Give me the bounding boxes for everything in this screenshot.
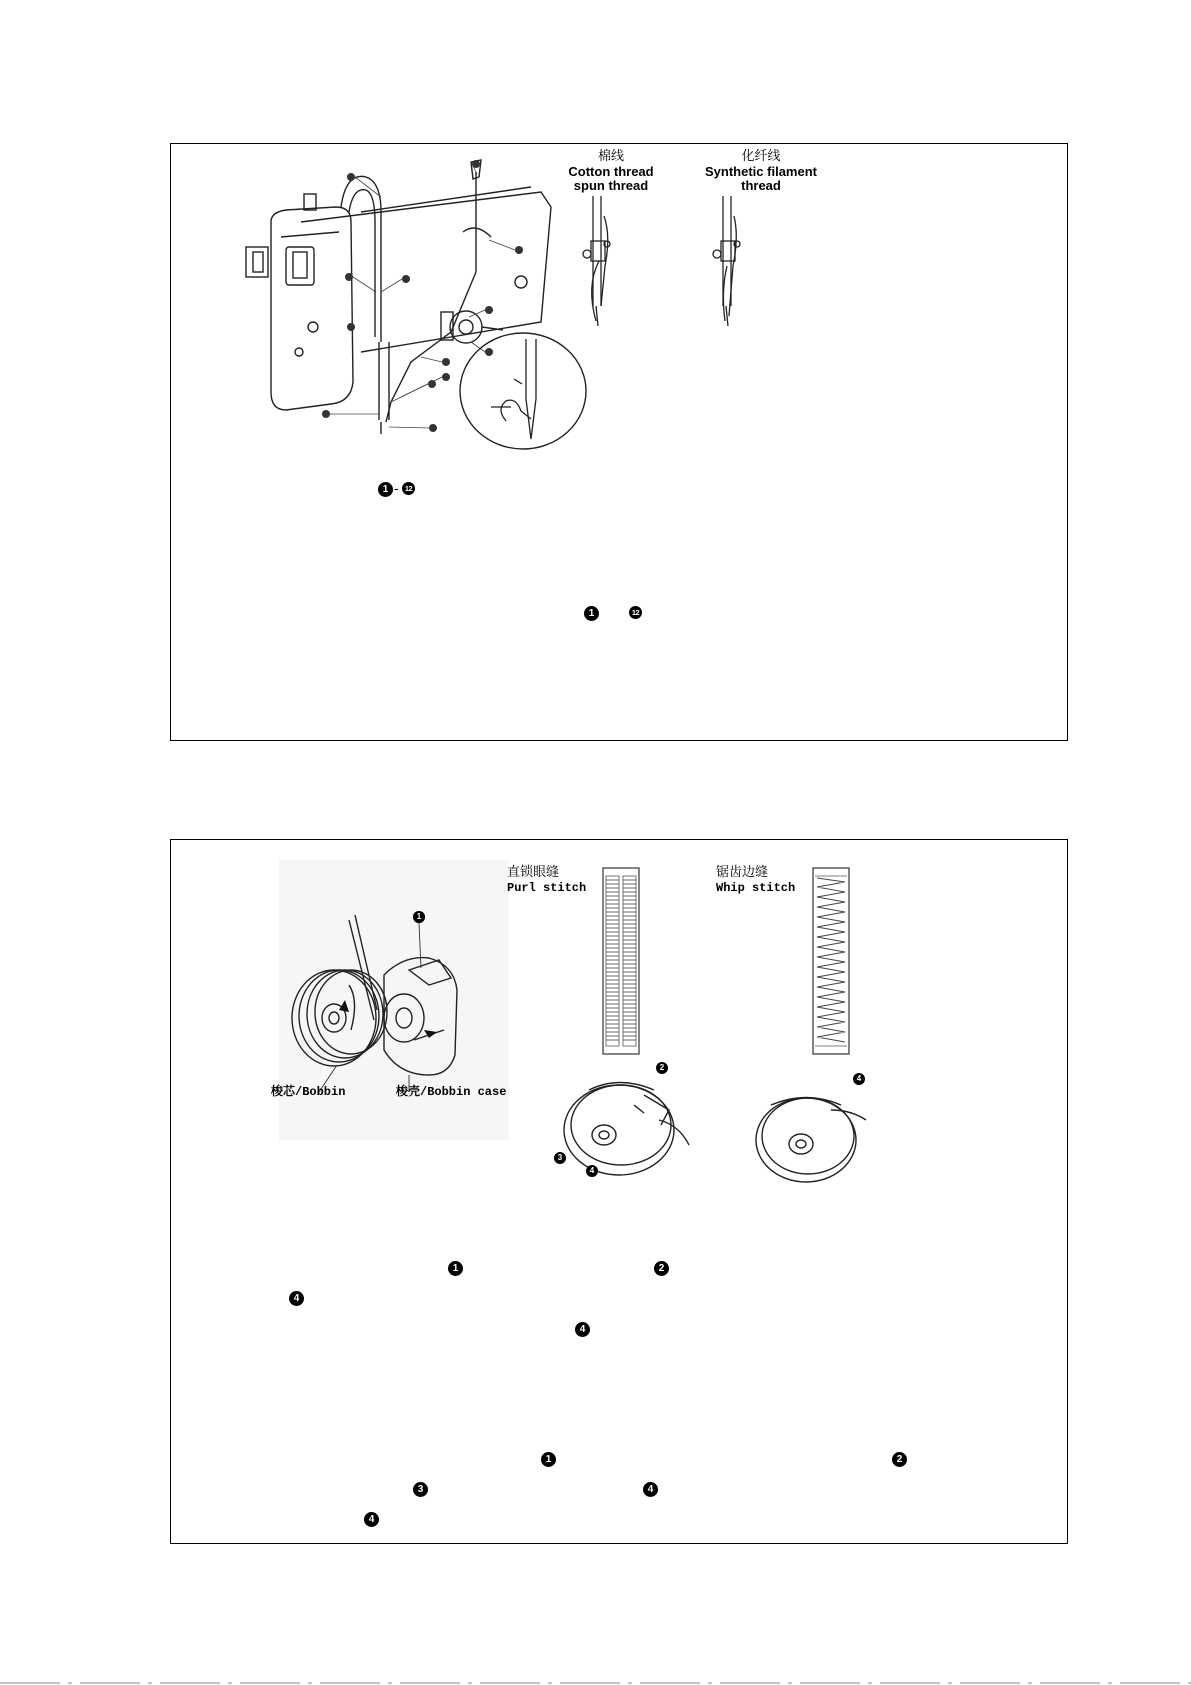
threading-section bbox=[170, 143, 1068, 741]
spun-thread-label-en: spun thread bbox=[573, 178, 649, 193]
marker-2-icon: 2 bbox=[892, 1452, 907, 1467]
callout-2-icon: 2 bbox=[656, 1062, 668, 1074]
callout-1-icon: 1 bbox=[413, 911, 425, 923]
purl-stitch-label-cn: 直锁眼缝 bbox=[507, 865, 560, 880]
synthetic-thread-needle-illustration bbox=[701, 196, 771, 331]
callout-4-icon: 4 bbox=[853, 1073, 865, 1085]
marker-4-icon: 4 bbox=[575, 1322, 590, 1337]
marker-1-icon: 1 bbox=[541, 1452, 556, 1467]
needle-detail-inset bbox=[456, 329, 591, 454]
marker-12-icon: 12 bbox=[629, 606, 642, 619]
marker-1-icon: 1 bbox=[448, 1261, 463, 1276]
bobbin-section bbox=[170, 839, 1068, 1544]
marker-4-icon: 4 bbox=[289, 1291, 304, 1306]
whip-stitch-pattern bbox=[811, 866, 851, 1056]
synthetic-thread-label-en: Synthetic filament bbox=[705, 164, 817, 179]
bobbin-case-purl-illustration bbox=[549, 1065, 709, 1185]
marker-2-icon: 2 bbox=[654, 1261, 669, 1276]
marker-range-dash: - bbox=[394, 480, 399, 496]
cotton-thread-label-en: Cotton thread bbox=[568, 164, 654, 179]
whip-stitch-label-en: Whip stitch bbox=[716, 881, 796, 895]
callout-3-icon: 3 bbox=[554, 1152, 566, 1164]
purl-stitch-pattern bbox=[601, 866, 641, 1056]
scan-edge-rule bbox=[0, 1682, 1191, 1684]
marker-4-icon: 4 bbox=[643, 1482, 658, 1497]
filament-thread-label-en: thread bbox=[741, 178, 781, 193]
cotton-thread-label-cn: 棉线 bbox=[597, 149, 624, 164]
purl-stitch-label-en: Purl stitch bbox=[507, 881, 587, 895]
bobbin-case-label: 梭壳/Bobbin case bbox=[396, 1085, 507, 1099]
marker-1-icon: 1 bbox=[378, 482, 393, 497]
cotton-thread-needle-illustration bbox=[571, 196, 641, 331]
bobbin-case-whip-illustration bbox=[751, 1080, 871, 1190]
synthetic-thread-label-cn: 化纤线 bbox=[741, 149, 781, 164]
bobbin-label: 梭芯/Bobbin bbox=[271, 1085, 346, 1099]
callout-4-icon: 4 bbox=[586, 1165, 598, 1177]
marker-4-icon: 4 bbox=[364, 1512, 379, 1527]
marker-3-icon: 3 bbox=[413, 1482, 428, 1497]
marker-1-icon: 1 bbox=[584, 606, 599, 621]
whip-stitch-label-cn: 锯齿边缝 bbox=[716, 865, 769, 880]
marker-12-icon: 12 bbox=[402, 482, 415, 495]
